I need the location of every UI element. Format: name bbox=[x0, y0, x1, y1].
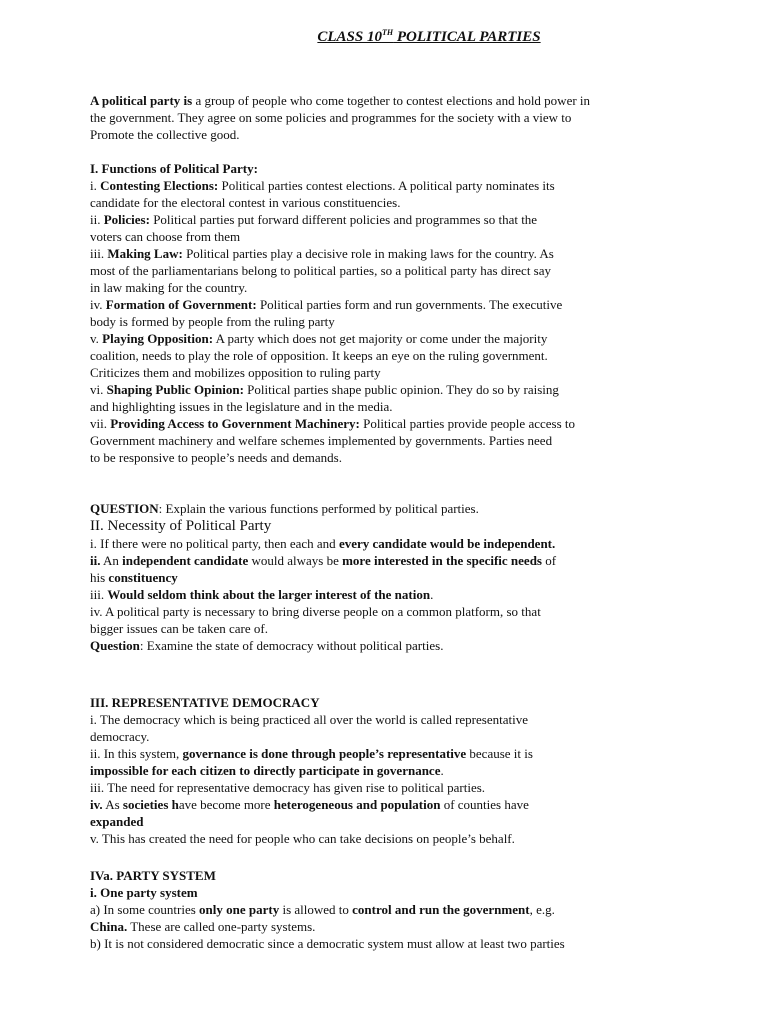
text-run: i. bbox=[90, 178, 101, 193]
section-body bbox=[90, 177, 728, 466]
text-run: ii. In this system, bbox=[90, 746, 183, 761]
title-rest: POLITICAL PARTIES bbox=[393, 29, 541, 45]
text-run: , e.g. bbox=[529, 902, 555, 917]
text-line bbox=[90, 92, 728, 109]
text-line bbox=[90, 211, 728, 228]
section-representative-democracy bbox=[90, 694, 728, 847]
bold-text: heterogeneous and population bbox=[273, 797, 441, 812]
text-line bbox=[90, 552, 728, 569]
text-run: ii. bbox=[90, 212, 104, 227]
bold-text: Playing Opposition: bbox=[102, 331, 214, 346]
text-line bbox=[90, 347, 728, 364]
text-run: democracy. bbox=[90, 729, 150, 744]
text-run: . bbox=[430, 587, 434, 602]
text-line bbox=[90, 109, 728, 126]
intro-paragraph bbox=[90, 92, 728, 143]
text-line bbox=[90, 381, 728, 398]
text-run: v. This has created the need for people who can take decisions on people’s behalf. bbox=[90, 831, 515, 846]
bold-text: independent candidate bbox=[122, 553, 249, 568]
question-1 bbox=[90, 500, 728, 517]
text-run: Promote the collective good. bbox=[90, 127, 240, 142]
text-line bbox=[90, 728, 728, 745]
section-heading: II. Necessity of Political Party bbox=[90, 518, 272, 534]
bold-text: Policies: bbox=[103, 212, 150, 227]
text-line bbox=[90, 745, 728, 762]
text-line bbox=[90, 762, 728, 779]
text-run: of bbox=[542, 553, 557, 568]
text-run: voters can choose from them bbox=[90, 229, 241, 244]
bold-text: Formation of Government: bbox=[105, 297, 257, 312]
text-run: bigger issues can be taken care of. bbox=[90, 621, 268, 636]
title-main: CLASS 10 bbox=[317, 29, 382, 45]
bold-text: expanded bbox=[90, 814, 144, 829]
text-run: A party which does not get majority or come under the majority bbox=[213, 331, 548, 346]
text-run: : Examine the state of democracy without political parties. bbox=[139, 638, 444, 653]
bold-text: Providing Access to Government Machinery: bbox=[110, 416, 360, 431]
bold-text: governance is done through people’s representative bbox=[182, 746, 467, 761]
text-run: An bbox=[100, 553, 123, 568]
bold-text: China. bbox=[90, 919, 128, 934]
text-run: Political parties shape public opinion. They do so by raising bbox=[243, 382, 559, 397]
bold-text: only one party bbox=[199, 902, 280, 917]
bold-text: Contesting Elections: bbox=[100, 178, 219, 193]
text-run: iii. The need for representative democracy has given rise to political parties. bbox=[90, 780, 486, 795]
title-superscript: TH bbox=[381, 28, 394, 37]
text-line bbox=[90, 449, 728, 466]
section-body bbox=[90, 711, 728, 847]
section-functions bbox=[90, 160, 728, 466]
text-line bbox=[90, 620, 728, 637]
text-run: of counties have bbox=[440, 797, 529, 812]
text-line bbox=[90, 228, 728, 245]
text-run: As bbox=[102, 797, 123, 812]
bold-text: impossible for each citizen to directly participate in governance bbox=[90, 763, 441, 778]
text-run: Criticizes them and mobilizes opposition to ruling party bbox=[90, 365, 381, 380]
section-body bbox=[90, 535, 728, 654]
text-run: Government machinery and welfare schemes implemented by governments. Parties need bbox=[90, 433, 553, 448]
text-line bbox=[90, 126, 728, 143]
text-run: a) In some countries bbox=[90, 902, 200, 917]
section-necessity bbox=[90, 517, 728, 654]
section-heading: III. REPRESENTATIVE DEMOCRACY bbox=[90, 695, 320, 710]
bold-text: Making Law: bbox=[107, 246, 183, 261]
text-run: iv. bbox=[90, 297, 106, 312]
section-heading: I. Functions of Political Party: bbox=[90, 161, 258, 176]
text-run: vii. bbox=[90, 416, 111, 431]
text-run: These are called one-party systems. bbox=[127, 919, 316, 934]
text-line bbox=[90, 796, 728, 813]
text-line bbox=[90, 918, 728, 935]
text-line bbox=[90, 262, 728, 279]
bold-text: control and run the government bbox=[352, 902, 530, 917]
text-run: iii. bbox=[90, 587, 108, 602]
text-run: the government. They agree on some policies and programmes for the society with a view to bbox=[90, 110, 572, 125]
bold-text: more interested in the specific needs bbox=[342, 553, 542, 568]
text-run: Political parties play a decisive role in making laws for the country. As bbox=[182, 246, 554, 261]
text-line bbox=[90, 245, 728, 262]
text-line bbox=[90, 586, 728, 603]
text-run: in law making for the country. bbox=[90, 280, 248, 295]
text-line bbox=[90, 569, 728, 586]
text-run: would always be bbox=[248, 553, 343, 568]
section-heading: IVa. PARTY SYSTEM bbox=[90, 868, 216, 883]
text-run: b) It is not considered democratic since a democratic system must allow at least two parties bbox=[90, 936, 565, 951]
text-line bbox=[90, 177, 728, 194]
text-line bbox=[90, 398, 728, 415]
text-line bbox=[90, 779, 728, 796]
text-run: coalition, needs to play the role of opposition. It keeps an eye on the ruling government. bbox=[90, 348, 548, 363]
bold-text: constituency bbox=[108, 570, 178, 585]
text-line bbox=[90, 330, 728, 347]
text-run: because it is bbox=[466, 746, 533, 761]
text-run: candidate for the electoral contest in various constituencies. bbox=[90, 195, 401, 210]
text-line bbox=[90, 711, 728, 728]
text-line bbox=[90, 279, 728, 296]
text-run: ave become more bbox=[178, 797, 274, 812]
text-run: to be responsive to people’s needs and demands. bbox=[90, 450, 342, 465]
text-run: vi. bbox=[90, 382, 107, 397]
text-run: and highlighting issues in the legislature and in the media. bbox=[90, 399, 393, 414]
text-line bbox=[90, 432, 728, 449]
bold-text: QUESTION bbox=[90, 501, 159, 516]
text-line bbox=[90, 813, 728, 830]
text-run: Political parties contest elections. A political party nominates its bbox=[218, 178, 555, 193]
bold-text: A political party is bbox=[90, 93, 193, 108]
text-line bbox=[90, 830, 728, 847]
bold-text: societies h bbox=[122, 797, 179, 812]
text-line bbox=[90, 603, 728, 620]
text-run: iv. A political party is necessary to bring diverse people on a common platform, so that bbox=[90, 604, 541, 619]
section-party-system bbox=[90, 867, 728, 952]
text-run: a group of people who come together to contest elections and hold power in bbox=[192, 93, 591, 108]
text-run: his bbox=[90, 570, 109, 585]
subsection-heading: i. One party system bbox=[90, 885, 198, 900]
text-line bbox=[90, 637, 728, 654]
bold-text: Shaping Public Opinion: bbox=[106, 382, 244, 397]
text-line bbox=[90, 313, 728, 330]
bold-text: iv. bbox=[90, 797, 103, 812]
text-run: most of the parliamentarians belong to political parties, so a political party has direct say bbox=[90, 263, 552, 278]
text-run: . bbox=[440, 763, 444, 778]
bold-text: every candidate would be independent. bbox=[338, 536, 556, 551]
text-run: Political parties put forward different policies and programmes so that the bbox=[149, 212, 538, 227]
text-line bbox=[90, 535, 728, 552]
text-run: iii. bbox=[90, 246, 108, 261]
text-run: body is formed by people from the ruling party bbox=[90, 314, 335, 329]
text-run: i. If there were no political party, then each and bbox=[90, 536, 339, 551]
text-line bbox=[90, 364, 728, 381]
bold-text: Would seldom think about the larger interest of the nation bbox=[107, 587, 431, 602]
text-line bbox=[90, 415, 728, 432]
text-line bbox=[90, 901, 728, 918]
bold-text: ii. bbox=[90, 553, 101, 568]
text-run: Political parties form and run governments. The executive bbox=[256, 297, 563, 312]
text-line bbox=[90, 194, 728, 211]
text-run: Political parties provide people access to bbox=[359, 416, 575, 431]
text-run: is allowed to bbox=[279, 902, 353, 917]
page-title bbox=[90, 28, 728, 46]
question-line bbox=[90, 500, 728, 517]
text-run: v. bbox=[90, 331, 103, 346]
text-line bbox=[90, 935, 728, 952]
bold-text: Question bbox=[90, 638, 140, 653]
text-run: i. The democracy which is being practiced all over the world is called representative bbox=[90, 712, 528, 727]
section-body bbox=[90, 901, 728, 952]
text-run: : Explain the various functions performed by political parties. bbox=[158, 501, 479, 516]
text-line bbox=[90, 296, 728, 313]
